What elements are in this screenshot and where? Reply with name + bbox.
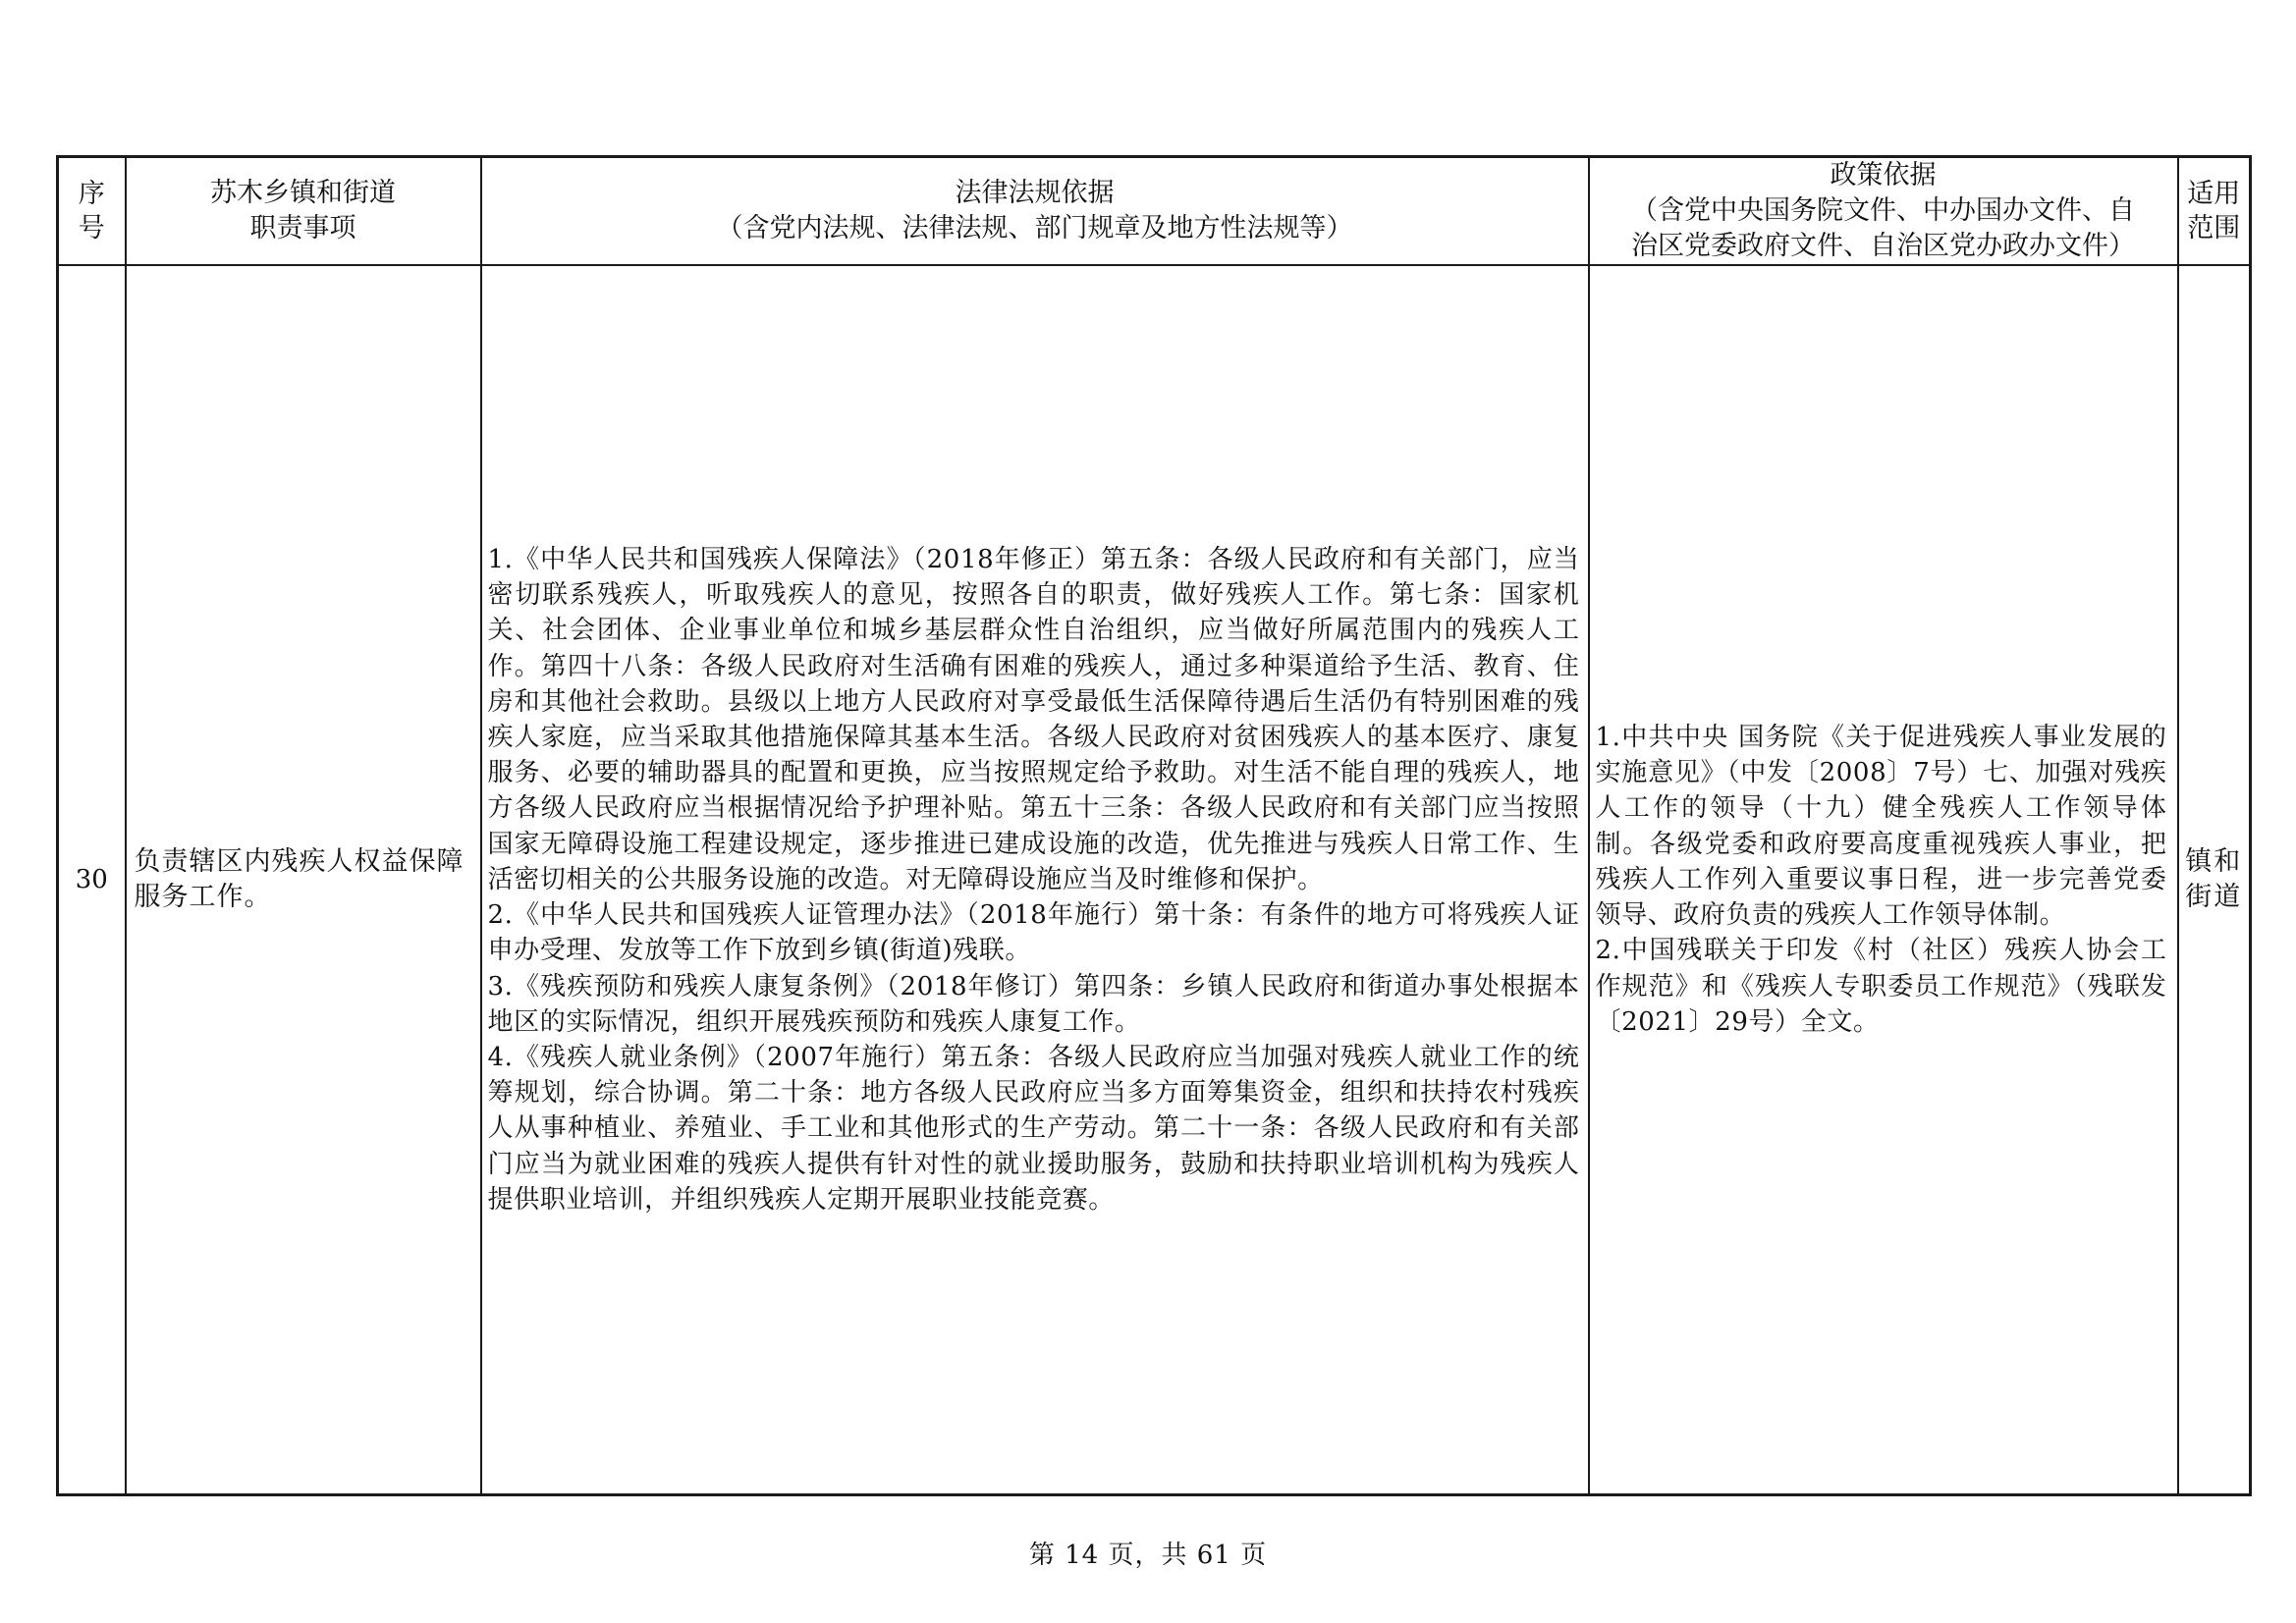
- policy-item-2: 2.中国残联关于印发《村（社区）残疾人协会工作规范》和《残疾人专职委员工作规范》（残联发〔2021〕29号）全文。: [1595, 936, 2167, 1037]
- header-scope: [2178, 157, 2251, 266]
- law-item-4: 4.《残疾人就业条例》（2007年施行）第五条：各级人民政府应当加强对残疾人就业工作的统筹规划，综合协调。第二十条：地方各级人民政府应当多方面筹集资金，组织和扶持农村残疾人从事种植业、养殖业、手工业和其他形式的生产劳动。第二十一条：各级人民政府和有关部门应当为就业困难的残疾人提供有针对性的就业援助服务，鼓励和扶持职业培训机构为残疾人提供职业培训，并组织残疾人定期开展职业技能竞赛。: [487, 1042, 1580, 1215]
- header-law-line-1: 法律法规依据: [955, 178, 1115, 208]
- header-seq-line-2: 号: [78, 213, 105, 243]
- row-policy-cell: [1589, 265, 2178, 1495]
- table-row: [58, 265, 2251, 1495]
- header-policy: [1589, 157, 2178, 266]
- header-policy-line-1: 政策依据: [1830, 160, 1937, 190]
- header-seq-line-1: 序: [78, 179, 105, 209]
- row-law-cell: [481, 265, 1589, 1495]
- header-scope-line-1: 适用: [2187, 179, 2241, 209]
- header-seq: [58, 157, 126, 266]
- row-scope-cell: 镇和街道: [2178, 265, 2251, 1495]
- table-header-row: [58, 157, 2251, 266]
- law-item-3: 3.《残疾预防和残疾人康复条例》（2018年修订）第四条：乡镇人民政府和街道办事处根据本地区的实际情况，组织开展残疾预防和残疾人康复工作。: [487, 971, 1580, 1037]
- row-duty-cell: 负责辖区内残疾人权益保障服务工作。: [126, 265, 481, 1495]
- header-policy-line-2: （含党中央国务院文件、中办国办文件、自: [1631, 195, 2135, 226]
- responsibility-table: [56, 155, 2252, 1496]
- header-scope-line-2: 范围: [2187, 213, 2241, 243]
- policy-item-1: 1.中共中央 国务院《关于促进残疾人事业发展的实施意见》（中发〔2008〕7号）七、加强对残疾人工作的领导（十九）健全残疾人工作领导体制。各级党委和政府要高度重视残疾人事业，把残疾人工作列入重要议事日程，进一步完善党委领导、政府负责的残疾人工作领导体制。: [1595, 723, 2167, 931]
- page-number-footer: 第 14 页，共 61 页: [1028, 1541, 1268, 1570]
- row-seq-cell: 30: [58, 265, 126, 1495]
- header-duty-line-2: 职责事项: [249, 213, 356, 243]
- law-item-2: 2.《中华人民共和国残疾人证管理办法》（2018年施行）第十条：有条件的地方可将残疾人证申办受理、发放等工作下放到乡镇(街道)残联。: [487, 900, 1580, 966]
- header-duty-line-1: 苏木乡镇和街道: [210, 178, 396, 208]
- header-duty: [126, 157, 481, 266]
- header-policy-line-3: 治区党委政府文件、自治区党办政办文件）: [1631, 231, 2135, 261]
- law-item-1: 1.《中华人民共和国残疾人保障法》（2018年修正）第五条：各级人民政府和有关部门，应当密切联系残疾人，听取残疾人的意见，按照各自的职责，做好残疾人工作。第七条：国家机关、社会团体、企业事业单位和城乡基层群众性自治组织，应当做好所属范围内的残疾人工作。第四十八条：各级人民政府对生活确有困难的残疾人，通过多种渠道给予生活、教育、住房和其他社会救助。县级以上地方人民政府对享受最低生活保障待遇后生活仍有特别困难的残疾人家庭，应当采取其他措施保障其基本生活。各级人民政府对贫困残疾人的基本医疗、康复服务、必要的辅助器具的配置和更换，应当按照规定给予救助。对生活不能自理的残疾人，地方各级人民政府应当根据情况给予护理补贴。第五十三条：各级人民政府和有关部门应当按照国家无障碍设施工程建设规定，逐步推进已建成设施的改造，优先推进与残疾人日常工作、生活密切相关的公共服务设施的改造。对无障碍设施应当及时维修和保护。: [487, 545, 1580, 894]
- header-law: [481, 157, 1589, 266]
- header-law-line-2: （含党内法规、法律法规、部门规章及地方性法规等）: [716, 213, 1353, 243]
